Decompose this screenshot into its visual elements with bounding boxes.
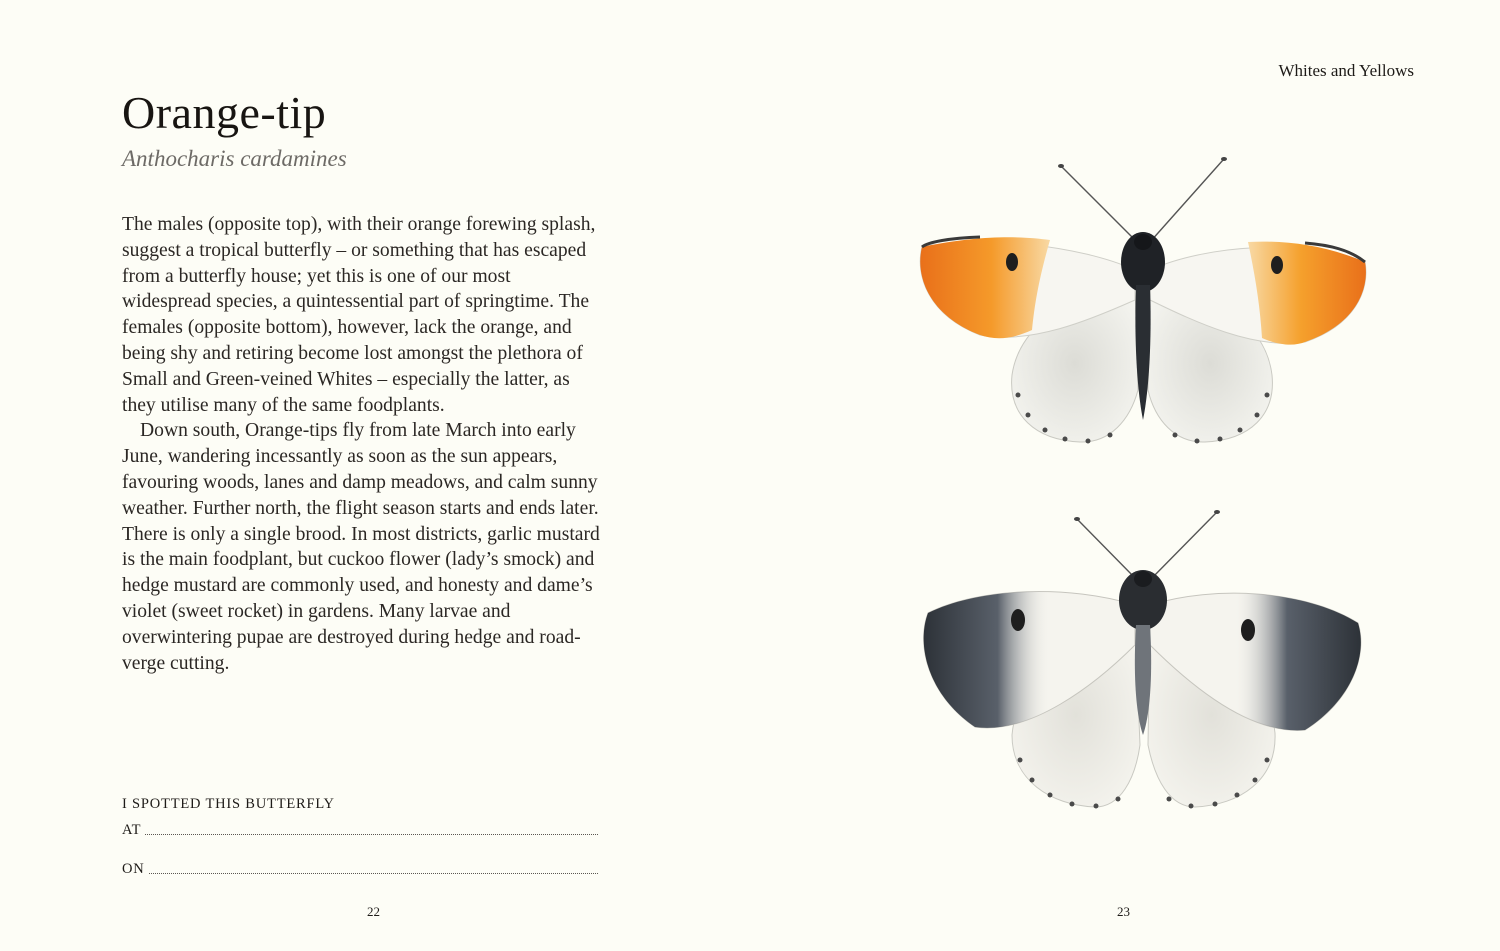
male-butterfly-illustration [750,150,1500,450]
discal-spot-left [1011,609,1025,631]
antenna-left [1078,520,1137,580]
right-page [750,0,1500,951]
species-title: Orange-tip [122,87,327,138]
running-head: Whites and Yellows [1278,61,1414,80]
spotted-record [122,794,598,879]
page-number-left: 22 [367,904,380,919]
abdomen [1135,285,1150,420]
latin-name: Anthocharis cardamines [122,146,347,171]
spotted-on-field[interactable] [122,859,598,879]
discal-spot-right [1271,256,1283,274]
spotted-at-field[interactable] [122,820,598,840]
spotted-heading: I SPOTTED THIS BUTTERFLY [122,796,335,812]
female-butterfly-illustration [750,505,1500,815]
antenna-right [1150,513,1216,580]
discal-spot-right [1241,619,1255,641]
antenna-left [1062,167,1137,242]
paragraph-1: The males (opposite top), with their orange forewing splash, suggest a tropical butterfly – or something that has escaped from a butterfly house; yet this is one of our most widespread species, a quintessential part of springtime. The females (opposite bottom), however, lack the orange, and being shy and retiring become lost amongst the plethora of Small and Green-veined Whites – especially the latter, as they utilise many of the same foodplants. [122,214,596,416]
on-write-line[interactable] [149,872,598,874]
at-write-line[interactable] [145,833,598,835]
discal-spot-left [1006,253,1018,271]
antenna-right [1150,160,1223,242]
at-label: AT [122,822,142,838]
on-label: ON [122,861,145,877]
page-number-right: 23 [1117,904,1130,919]
paragraph-2: Down south, Orange-tips fly from late March into early June, wandering incessantly as soon as the sun appears, favouring woods, lanes and damp meadows, and calm sunny weather. Further north, the flight season starts and ends later. There is only a single brood. In most districts, garlic mustard is the main foodplant, but cuckoo flower (lady’s smock) and hedge mustard are commonly used, and honesty and dame’s violet (sweet rocket) in gardens. Many larvae and overwintering pupae are destroyed during hedge and road-verge cutting. [122,420,600,674]
species-description [122,212,602,676]
